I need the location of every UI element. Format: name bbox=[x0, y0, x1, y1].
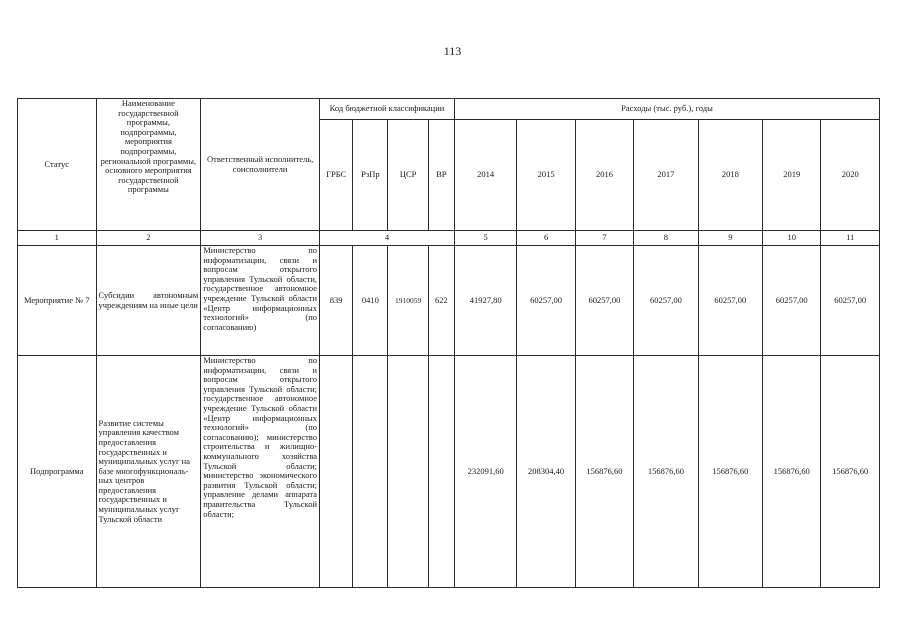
header-status: Статус bbox=[18, 99, 97, 231]
header-expenses-group: Расходы (тыс. руб.), годы bbox=[454, 99, 879, 120]
page-number: 113 bbox=[443, 44, 462, 58]
table-row bbox=[18, 356, 880, 588]
row-value-2017: 60257,00 bbox=[634, 246, 698, 356]
row-executor: Министерство по информатизации, связи и вопросам открытого управления Тульской области; государственное автономное учреждение Тульской области «Центр информационных технологий» (по согласованию); министерство строительства и жилищно-коммунального хозяйства Тульской области; министерство экономического развития Тульской области; управление делами аппарата правительства Тульской области; bbox=[201, 356, 320, 588]
header-code-csr: ЦСР bbox=[388, 120, 428, 231]
row-status: Подпрограмма bbox=[18, 356, 97, 588]
column-number-row bbox=[18, 231, 880, 246]
table-row bbox=[18, 246, 880, 356]
row-value-2015: 60257,00 bbox=[517, 246, 575, 356]
column-number: 9 bbox=[698, 231, 762, 246]
row-name: Субсидии автономным учреждениям на иные цели bbox=[96, 246, 201, 356]
column-number: 4 bbox=[320, 231, 455, 246]
row-value-2015: 208304,40 bbox=[517, 356, 575, 588]
column-number: 1 bbox=[18, 231, 97, 246]
header-name: Наименование государственной программы, подпрограммы, мероприятия подпрограммы, региональной программы, основного мероприятия государственной программы bbox=[96, 99, 201, 231]
header-code-rzpr: РзПр bbox=[353, 120, 388, 231]
row-value-2014: 41927,80 bbox=[454, 246, 516, 356]
header-year-2019: 2019 bbox=[763, 120, 821, 231]
column-number: 3 bbox=[201, 231, 320, 246]
row-value-2019: 60257,00 bbox=[763, 246, 821, 356]
header-year-2018: 2018 bbox=[698, 120, 762, 231]
row-value-2020: 156876,60 bbox=[821, 356, 880, 588]
row-value-2014: 232091,60 bbox=[454, 356, 516, 588]
header-code-grbs: ГРБС bbox=[320, 120, 353, 231]
column-number: 11 bbox=[821, 231, 880, 246]
header-year-2016: 2016 bbox=[575, 120, 633, 231]
column-number: 2 bbox=[96, 231, 201, 246]
header-year-2017: 2017 bbox=[634, 120, 698, 231]
column-number: 8 bbox=[634, 231, 698, 246]
row-code-csr bbox=[388, 356, 428, 588]
column-number: 6 bbox=[517, 231, 575, 246]
row-executor: Министерство по информатизации, связи и вопросам открытого управления Тульской области, государственное автономное учреждение Тульской области «Центр информационных технологий» (по согласованию) bbox=[201, 246, 320, 356]
row-value-2020: 60257,00 bbox=[821, 246, 880, 356]
row-code-grbs bbox=[320, 356, 353, 588]
column-number: 10 bbox=[763, 231, 821, 246]
row-code-rzpr bbox=[353, 356, 388, 588]
budget-table bbox=[17, 98, 880, 588]
header-budget-code-group: Код бюджетной классификации bbox=[320, 99, 455, 120]
row-code-rzpr: 0410 bbox=[353, 246, 388, 356]
row-value-2017: 156876,60 bbox=[634, 356, 698, 588]
row-value-2016: 156876,60 bbox=[575, 356, 633, 588]
column-number: 5 bbox=[454, 231, 516, 246]
row-code-vr bbox=[428, 356, 454, 588]
row-value-2018: 156876,60 bbox=[698, 356, 762, 588]
row-code-grbs: 839 bbox=[320, 246, 353, 356]
row-code-csr: 1910059 bbox=[388, 246, 428, 356]
row-status: Мероприятие № 7 bbox=[18, 246, 97, 356]
header-year-2020: 2020 bbox=[821, 120, 880, 231]
column-number: 7 bbox=[575, 231, 633, 246]
row-code-vr: 622 bbox=[428, 246, 454, 356]
header-year-2014: 2014 bbox=[454, 120, 516, 231]
header-executor: Ответственный исполнитель, соисполнители bbox=[201, 99, 320, 231]
row-value-2019: 156876,60 bbox=[763, 356, 821, 588]
row-name: Развитие системы управления качеством предоставления государственных и муниципальных услуг на базе многофункциональ-ных центров предоставления государственных и муниципальных услуг Тульской области bbox=[96, 356, 201, 588]
header-year-2015: 2015 bbox=[517, 120, 575, 231]
header-code-vr: ВР bbox=[428, 120, 454, 231]
row-value-2016: 60257,00 bbox=[575, 246, 633, 356]
row-value-2018: 60257,00 bbox=[698, 246, 762, 356]
